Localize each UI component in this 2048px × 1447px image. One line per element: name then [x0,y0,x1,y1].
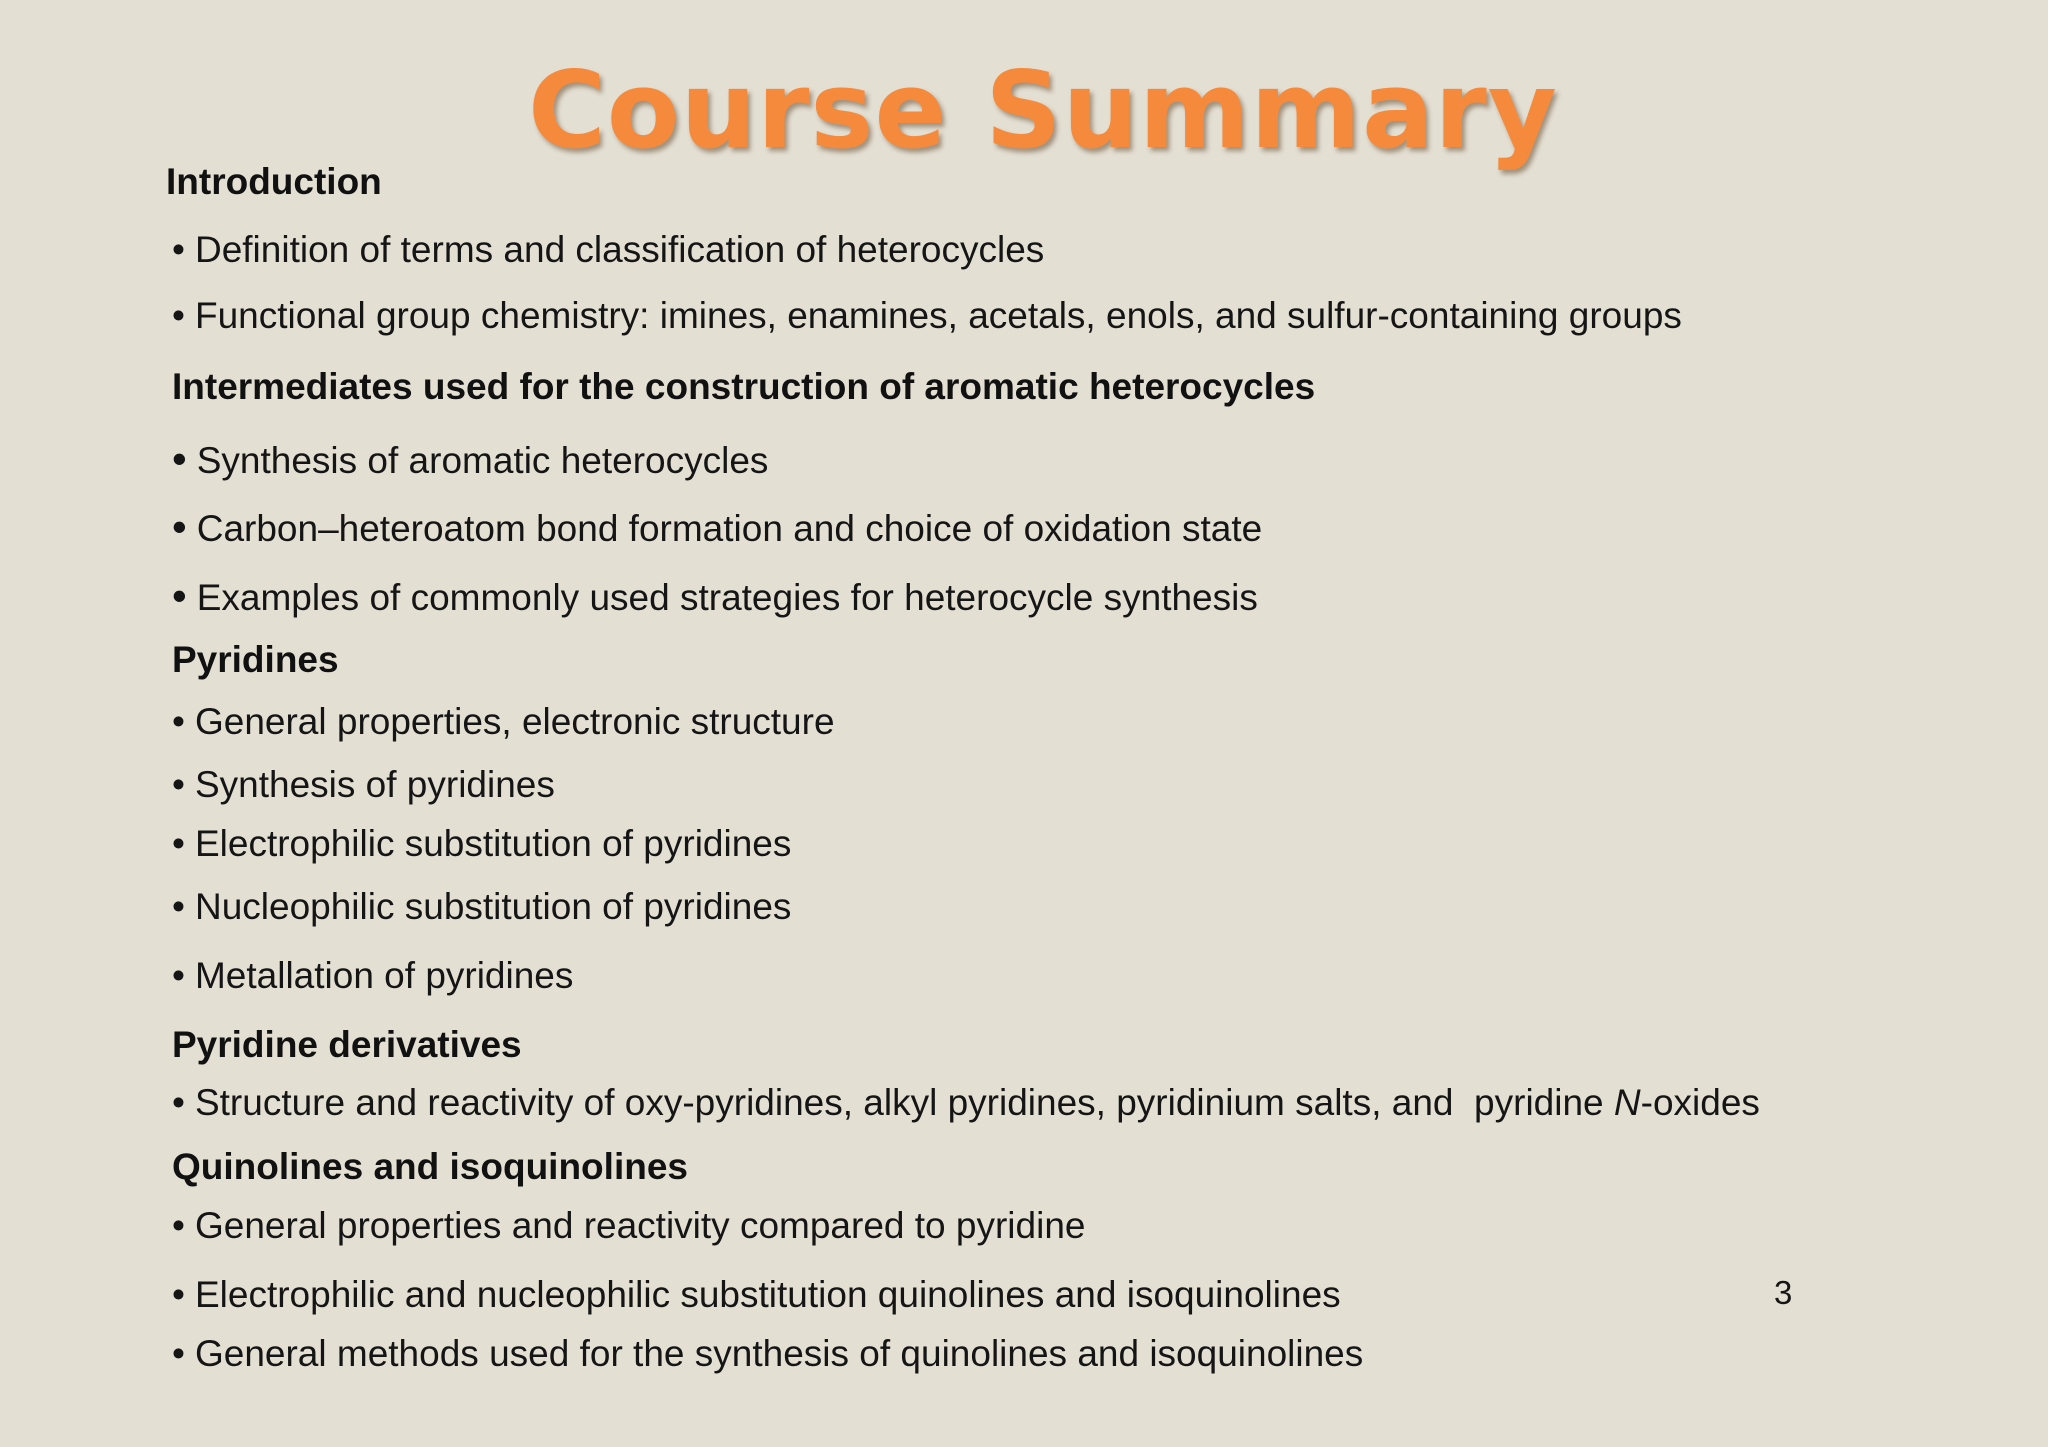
bullet-icon: • [172,764,185,805]
list-item [172,297,1682,334]
list-item-text: Nucleophilic substitution of pyridines [194,886,792,927]
list-item [172,435,769,482]
bullet-icon: • [172,955,185,996]
bullet-icon: • [172,823,185,864]
list-item [172,825,791,862]
list-item-text: Synthesis of pyridines [194,764,555,805]
list-item-text: Electrophilic and nucleophilic substitution quinolines and isoquinolines [194,1274,1341,1315]
section-heading-intermediates: Intermediates used for the construction of aromatic heterocycles [172,366,1316,407]
list-item-text: General properties and reactivity compared to pyridine [194,1205,1086,1246]
bullet-icon: • [172,435,187,482]
bullet-icon: • [172,1205,185,1246]
bullet-icon: • [172,886,185,927]
section-heading-pyridine-derivatives: Pyridine derivatives [172,1024,522,1065]
list-item-text: Functional group chemistry: imines, enamines, acetals, enols, and sulfur-containing groups [194,295,1682,336]
bullet-icon: • [172,1333,185,1374]
list-item-text: General methods used for the synthesis of quinolines and isoquinolines [194,1333,1364,1374]
list-item-text: Definition of terms and classification of heterocycles [194,229,1045,270]
list-item-text: Examples of commonly used strategies for heterocycle synthesis [196,577,1258,618]
bullet-icon: • [172,503,187,550]
section-heading-pyridines: Pyridines [172,639,339,680]
bullet-icon: • [172,701,185,742]
list-item-text: Carbon–heteroatom bond formation and choice of oxidation state [196,508,1263,549]
slide-title: Course Summary [528,49,1558,172]
list-item [172,766,555,803]
list-item-text: General properties, electronic structure [194,701,835,742]
list-item-text: Metallation of pyridines [194,955,574,996]
section-heading-introduction: Introduction [166,161,382,202]
bullet-icon: • [172,1082,185,1123]
list-item-text: Structure and reactivity of oxy-pyridines, alkyl pyridines, pyridinium salts, and pyridine [194,1082,1614,1123]
list-item [172,1207,1085,1244]
list-item [172,1276,1341,1313]
list-item [172,703,835,740]
list-item-text-suffix: -oxides [1640,1082,1760,1123]
list-item-text: Electrophilic substitution of pyridines [194,823,792,864]
list-item [172,1335,1363,1372]
page-number: 3 [1774,1274,1793,1311]
list-item [172,572,1258,619]
list-item [172,503,1263,550]
list-item [172,231,1044,268]
bullet-icon: • [172,1274,185,1315]
bullet-icon: • [172,572,187,619]
list-item [172,888,791,925]
bullet-icon: • [172,229,185,270]
list-item [172,1084,1760,1121]
section-heading-quinolines: Quinolines and isoquinolines [172,1146,688,1187]
list-item-text: Synthesis of aromatic heterocycles [196,440,769,481]
list-item [172,957,573,994]
bullet-icon: • [172,295,185,336]
list-item-italic-text: N [1613,1082,1641,1123]
